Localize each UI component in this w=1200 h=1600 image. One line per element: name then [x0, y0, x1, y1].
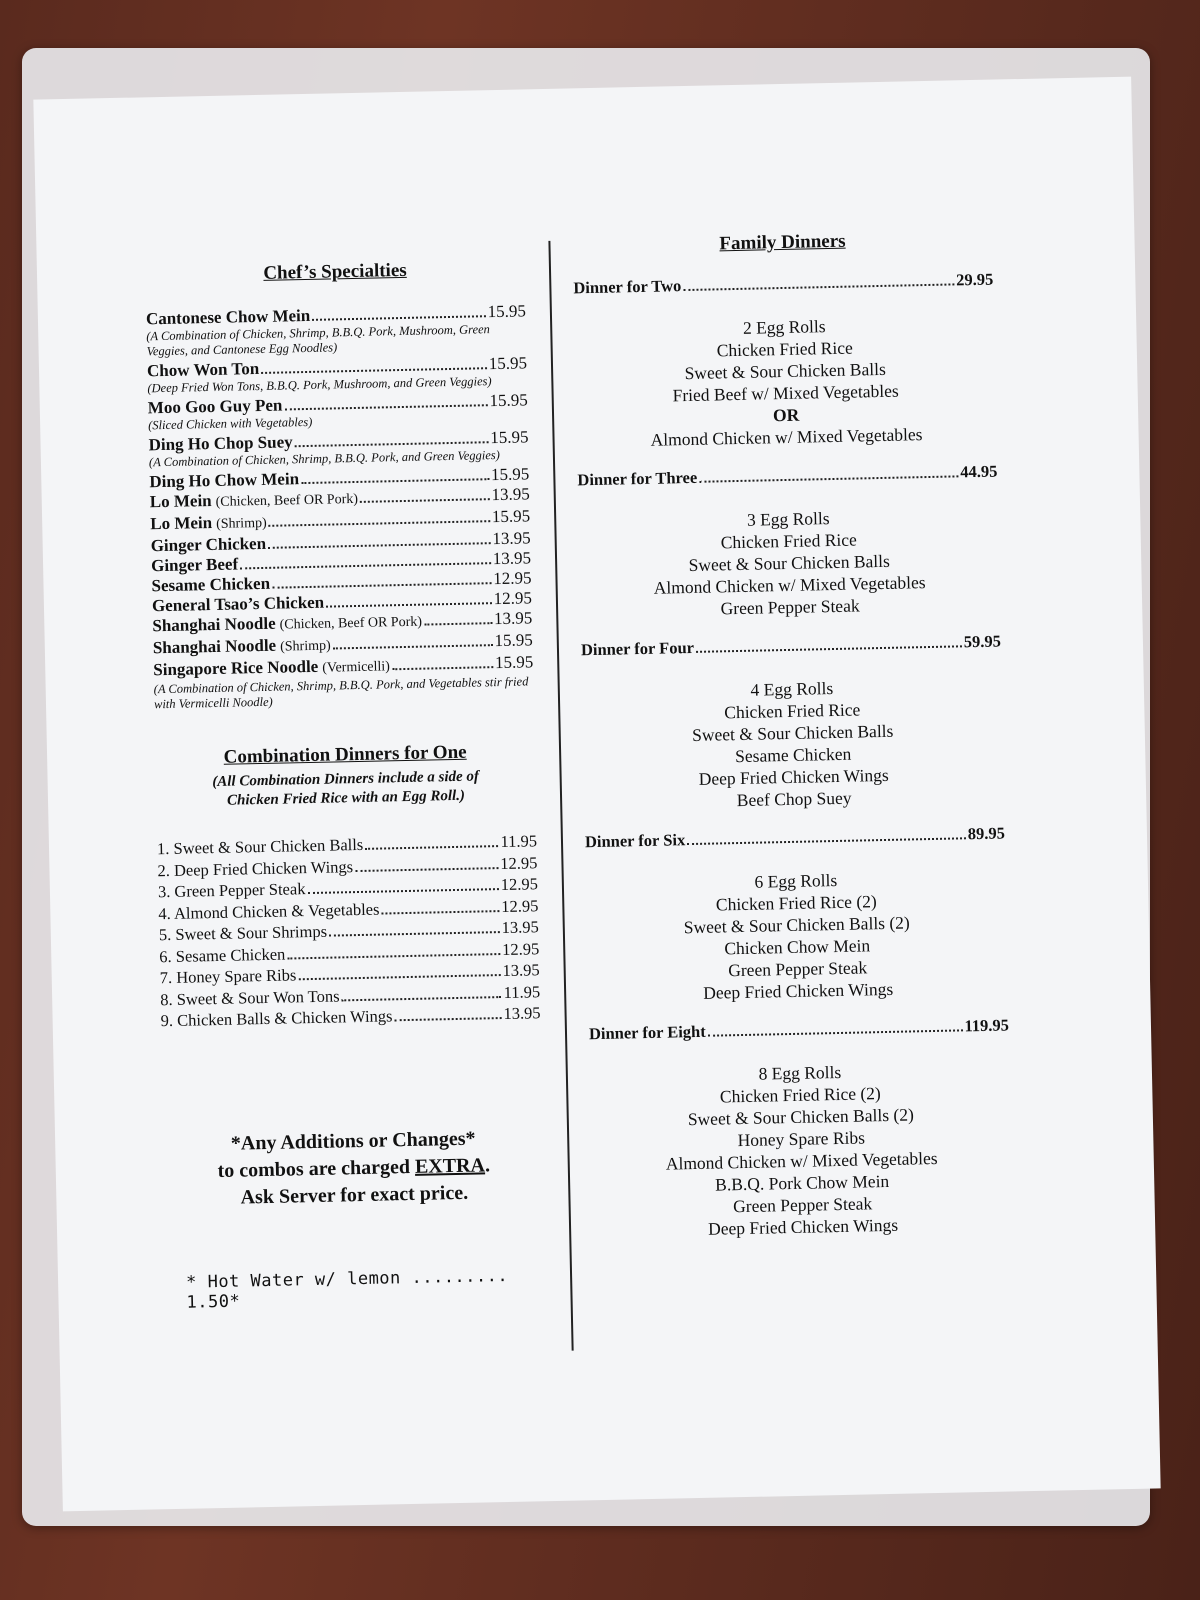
family-dinners-list — [573, 270, 1013, 1243]
combo-dinners-title: Combination Dinners for One — [223, 741, 467, 768]
dot-leader — [261, 367, 487, 374]
dot-leader — [708, 1029, 963, 1036]
family-dinner-item: 8 Egg Rolls — [758, 1061, 842, 1084]
menu-item-price: 15.95 — [487, 301, 527, 322]
family-dinner-item: Deep Fried Chicken Wings — [707, 1214, 899, 1239]
family-dinner-price: 29.95 — [955, 269, 994, 290]
combo-item-price: 12.95 — [501, 938, 540, 959]
dot-leader — [326, 602, 492, 607]
notice-line: Ask Server for exact price. — [240, 1181, 469, 1209]
menu-item-variant: (Shrimp) — [215, 515, 267, 532]
family-dinner-items — [582, 674, 1005, 815]
or-separator: OR — [772, 404, 800, 426]
combo-item-name: 4. Almond Chicken & Vegetables — [158, 899, 380, 923]
family-dinner-item: Beef Chop Suey — [736, 787, 852, 811]
notice-extra: EXTRA — [414, 1153, 486, 1178]
family-dinner-item: 4 Egg Rolls — [750, 678, 834, 700]
family-dinner-item: Sweet & Sour Chicken Balls — [684, 358, 886, 384]
family-dinner-item: Honey Spare Ribs — [737, 1127, 866, 1151]
menu-page — [33, 77, 1160, 1512]
family-dinners-title: Family Dinners — [719, 230, 846, 255]
dot-leader — [295, 441, 489, 447]
menu-item-variant: (Chicken, Beef OR Pork) — [279, 614, 423, 633]
family-dinner-item: Chicken Fried Rice — [720, 529, 857, 553]
family-dinner-item: Sweet & Sour Chicken Balls (2) — [687, 1104, 914, 1130]
family-dinner-item: Deep Fried Chicken Wings — [702, 978, 894, 1003]
menu-item-price: 13.95 — [492, 548, 532, 569]
family-dinner-item: 6 Egg Rolls — [754, 869, 838, 892]
menu-item-description: (A Combination of Chicken, Shrimp, B.B.Q. Pork, and Vegetables stir fried with Vermicelli Noodle) — [153, 674, 529, 712]
combo-item-price: 11.95 — [500, 831, 538, 852]
menu-item-name: Cantonese Chow Mein — [145, 305, 311, 329]
menu-item — [147, 353, 528, 396]
menu-item-name: Ginger Chicken — [150, 533, 267, 556]
family-dinner-header — [573, 270, 993, 299]
dot-leader — [342, 996, 502, 1001]
menu-item-price: 15.95 — [491, 506, 531, 527]
menu-item-price: 13.95 — [493, 608, 533, 629]
combo-item-name: 1. Sweet & Sour Chicken Balls — [156, 834, 364, 859]
family-dinner-item: Almond Chicken w/ Mixed Vegetables — [665, 1147, 938, 1174]
family-dinner-items — [586, 865, 1009, 1006]
menu-item-name: Lo Mein — [149, 491, 212, 512]
family-dinner-items — [578, 504, 1000, 623]
dot-leader — [298, 974, 500, 980]
family-dinner-item: Chicken Fried Rice — [716, 337, 853, 361]
family-dinner-header — [581, 632, 1001, 661]
family-dinner-item: Green Pepper Steak — [732, 1193, 873, 1217]
dot-leader — [240, 562, 491, 569]
family-dinner-item: Green Pepper Steak — [720, 595, 860, 619]
menu-item-price: 13.95 — [492, 528, 531, 549]
family-dinner-name: Dinner for Three — [577, 467, 698, 490]
dot-leader — [392, 666, 493, 670]
family-dinner-item: Green Pepper Steak — [728, 957, 868, 981]
menu-item-name: Ding Ho Chow Mein — [149, 469, 300, 492]
menu-item-variant: (Chicken, Beef OR Pork) — [215, 491, 359, 510]
menu-item-name: Shanghai Noodle — [152, 613, 276, 636]
dot-leader — [699, 475, 958, 482]
menu-item-name: General Tsao’s Chicken — [151, 592, 325, 616]
dot-leader — [365, 845, 498, 850]
menu-item-price: 15.95 — [494, 630, 533, 651]
combo-item-price: 12.95 — [501, 895, 539, 916]
family-dinner-item: Sweet & Sour Chicken Balls — [688, 550, 890, 576]
combo-item-name: 6. Sesame Chicken — [159, 944, 286, 966]
combo-dinners-list — [157, 830, 541, 1031]
family-dinner-name: Dinner for Two — [573, 276, 682, 298]
family-dinner-price: 89.95 — [967, 823, 1006, 844]
family-dinner-item: Almond Chicken w/ Mixed Vegetables — [650, 424, 923, 450]
menu-item-price: 15.95 — [488, 353, 528, 374]
dot-leader — [424, 622, 492, 625]
family-dinner-item: Sesame Chicken — [734, 743, 852, 767]
dot-leader — [333, 644, 493, 649]
family-dinner-item: Chicken Fried Rice (2) — [715, 891, 877, 915]
combo-item-name: 9. Chicken Balls & Chicken Wings — [160, 1006, 393, 1031]
family-dinner-name: Dinner for Eight — [588, 1021, 706, 1044]
menu-item-name: Shanghai Noodle — [152, 635, 277, 658]
combo-item-name: 7. Honey Spare Ribs — [159, 965, 297, 988]
dot-leader — [381, 910, 499, 914]
menu-item-name: Singapore Rice Noodle — [153, 656, 319, 680]
combo-item-price: 13.95 — [501, 917, 539, 938]
family-dinner-item: Almond Chicken w/ Mixed Vegetables — [653, 572, 926, 598]
additions-notice — [163, 1124, 545, 1213]
menu-item-description: (A Combination of Chicken, Shrimp, B.B.Q. Pork, and Green Veggies) — [148, 447, 501, 470]
left-column — [145, 257, 547, 1312]
combo-item-price: 13.95 — [503, 1003, 541, 1024]
family-dinner-price: 44.95 — [960, 461, 998, 482]
family-dinner-header — [577, 462, 997, 491]
family-dinner-price: 119.95 — [964, 1015, 1010, 1036]
column-divider — [548, 241, 573, 1351]
dot-leader — [268, 542, 490, 549]
family-dinner-header — [589, 1015, 1009, 1044]
combo-item-price: 12.95 — [500, 874, 539, 895]
menu-item-price: 15.95 — [490, 464, 530, 485]
combo-note-line: (All Combination Dinners include a side of — [212, 768, 480, 791]
combo-item-name: 2. Deep Fried Chicken Wings — [157, 856, 354, 880]
menu-item — [153, 652, 534, 712]
menu-item-description: (Sliced Chicken with Vegetables) — [148, 414, 313, 433]
family-dinner-item: Chicken Fried Rice (2) — [719, 1083, 881, 1107]
combo-item-price: 11.95 — [503, 981, 541, 1002]
right-column — [572, 228, 1013, 1261]
menu-item-name: Ginger Beef — [150, 554, 239, 576]
family-dinner-item: Chicken Chow Mein — [724, 935, 871, 959]
dot-leader — [308, 888, 499, 894]
combo-item-price: 13.95 — [502, 960, 540, 981]
handwritten-note: * Hot Water w/ lemon ......... 1.50* — [185, 1265, 509, 1313]
menu-item-description: (Deep Fried Won Tons, B.B.Q. Pork, Mushroom, and Green Veggies) — [147, 374, 492, 396]
menu-item-name: Ding Ho Chop Suey — [148, 432, 293, 455]
menu-item-price: 15.95 — [490, 427, 529, 448]
combo-dinners-note — [155, 766, 536, 812]
menu-item — [148, 390, 529, 433]
combo-note-line: Chicken Fried Rice with an Egg Roll.) — [226, 787, 466, 809]
dot-leader — [683, 283, 954, 291]
family-dinner-item: B.B.Q. Pork Chow Mein — [714, 1170, 890, 1195]
combo-item-name: 8. Sweet & Sour Won Tons — [160, 985, 340, 1009]
menu-item-variant: (Vermicelli) — [322, 659, 391, 676]
family-dinner-header — [585, 823, 1005, 852]
menu-item-name: Sesame Chicken — [151, 573, 271, 596]
chefs-specialties-list — [146, 301, 534, 712]
menu-item-name: Moo Goo Guy Pen — [147, 395, 283, 418]
combo-item-name: 5. Sweet & Sour Shrimps — [158, 921, 328, 945]
dot-leader — [696, 645, 962, 653]
family-dinner-items — [574, 312, 997, 453]
dot-leader — [329, 931, 500, 937]
family-dinner-item: Chicken Fried Rice — [724, 699, 861, 723]
menu-item-price: 12.95 — [493, 568, 532, 589]
menu-item-variant: (Shrimp) — [279, 638, 331, 655]
family-dinner-item: Deep Fried Chicken Wings — [698, 764, 889, 789]
family-dinner-price: 59.95 — [963, 631, 1002, 652]
dot-leader — [284, 404, 487, 410]
menu-item — [146, 301, 527, 359]
chefs-specialties-title: Chef’s Specialties — [263, 259, 407, 284]
notice-line: *Any Additions or Changes* — [230, 1127, 476, 1155]
menu-item — [148, 427, 529, 470]
dot-leader — [269, 520, 490, 527]
family-dinner-name: Dinner for Four — [580, 637, 695, 660]
family-dinner-item: 2 Egg Rolls — [742, 316, 826, 338]
dot-leader — [287, 953, 500, 959]
notice-text: . — [484, 1153, 491, 1176]
family-dinner-item: Sweet & Sour Chicken Balls — [691, 720, 894, 745]
family-dinner-items — [590, 1057, 1014, 1242]
dot-leader — [272, 582, 491, 589]
dot-leader — [355, 867, 498, 872]
menu-item-name: Chow Won Ton — [146, 358, 260, 381]
combo-item-price: 12.95 — [500, 852, 538, 873]
dot-leader — [395, 1017, 502, 1021]
menu-item-description: (A Combination of Chicken, Shrimp, B.B.Q. Pork, Mushroom, Green Veggies, and Cantonese Egg Noodles) — [146, 322, 490, 359]
menu-item-price: 13.95 — [491, 484, 530, 505]
menu-item-price: 15.95 — [489, 390, 528, 411]
family-dinner-item: Sweet & Sour Chicken Balls (2) — [683, 912, 910, 938]
family-dinner-item: Fried Beef w/ Mixed Vegetables — [672, 380, 899, 406]
family-dinner-item: 3 Egg Rolls — [746, 508, 830, 530]
notice-text: to combos are charged — [217, 1155, 416, 1182]
menu-item-price: 15.95 — [494, 652, 534, 673]
menu-item-price: 12.95 — [493, 588, 533, 609]
dot-leader — [360, 498, 490, 503]
family-dinner-name: Dinner for Six — [584, 830, 686, 852]
combo-item-name: 3. Green Pepper Steak — [157, 879, 306, 902]
menu-item-name: Lo Mein — [150, 513, 213, 534]
dot-leader — [301, 478, 489, 484]
dot-leader — [687, 837, 966, 845]
dot-leader — [312, 315, 485, 321]
